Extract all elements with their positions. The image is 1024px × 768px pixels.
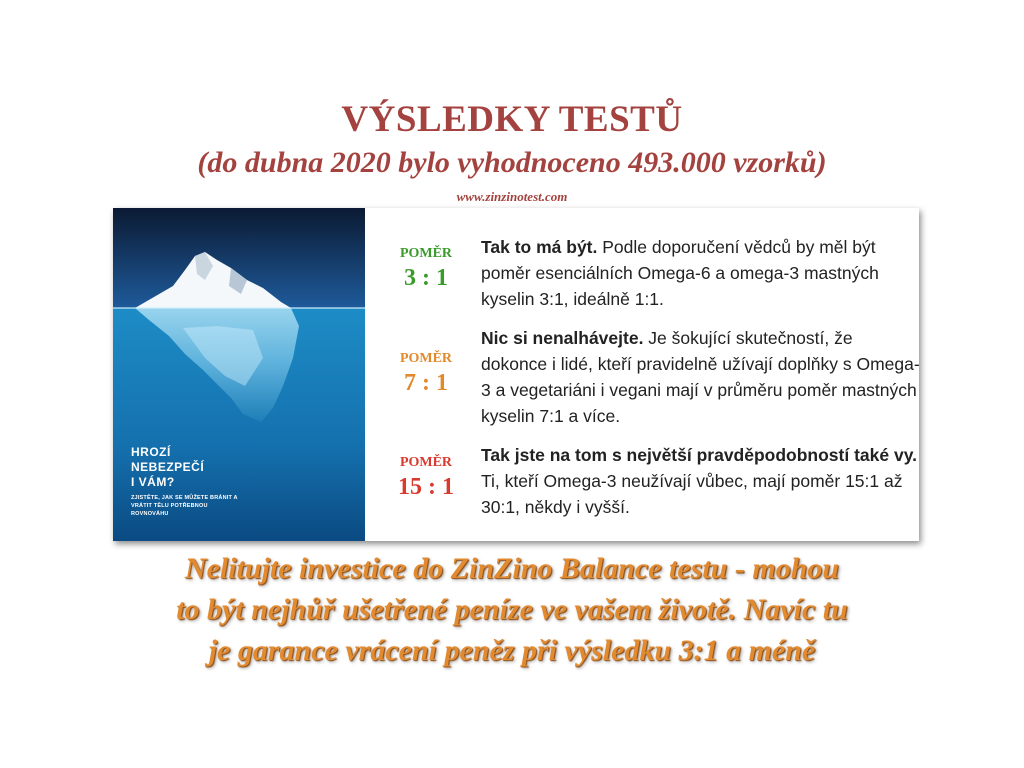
ratio-description-text: Je šokující skutečností, že dokonce i lidé, kteří pravidelně užívají doplňky s Omega-3 a vegetariáni i vegani mají v průměru poměr mastných kyselin 7:1 a více.: [481, 328, 920, 426]
ratio-label: POMĚR: [399, 351, 453, 366]
page-subtitle: (do dubna 2020 bylo vyhodnoceno 493.000 vzorků): [197, 146, 827, 179]
ratio-label: POMĚR: [399, 455, 453, 470]
footer-line: Nelitujte investice do ZinZino Balance testu - mohou: [184, 552, 840, 585]
ratio-description-bold: Tak jste na tom s největší pravděpodobností také vy.: [481, 445, 918, 465]
ratio-description: [481, 234, 921, 312]
ratio-description-text: Podle doporučení vědců by měl být poměr esenciálních Omega-6 a omega-3 mastných kyselin 3:1, ideálně 1:1.: [481, 237, 879, 309]
ratio-15-1: [371, 455, 481, 501]
iceberg-poster: [113, 208, 365, 541]
ratio-description-text: Ti, kteří Omega-3 neužívají vůbec, mají poměr 15:1 až 30:1, někdy i vyšší.: [481, 471, 903, 517]
ratio-value: 7 : 1: [404, 370, 448, 396]
poster-headline: HROZÍ NEBEZPEČÍ I VÁM?: [131, 445, 205, 489]
ratio-description-bold: Nic si nenalhávejte.: [481, 328, 644, 348]
ratio-description: [481, 325, 921, 429]
page-title: VÝSLEDKY TESTŮ: [341, 99, 683, 140]
ratio-description: [481, 442, 921, 520]
footer-line: to být nejhůř ušetřené peníze ve vašem životě. Navíc tu: [176, 593, 848, 626]
ratio-7-1: [371, 351, 481, 397]
ratio-description-bold: Tak to má být.: [481, 237, 598, 257]
ratio-value: 3 : 1: [404, 265, 448, 291]
ratio-label: POMĚR: [399, 246, 453, 261]
footer-message: [0, 548, 1024, 671]
ratio-value: 15 : 1: [398, 474, 454, 500]
results-card: [113, 208, 919, 541]
footer-line: je garance vrácení peněz při výsledku 3:1 a méně: [208, 634, 816, 667]
website-link[interactable]: www.zinzinotest.com: [456, 189, 568, 204]
poster-subline: ZJISTĚTE, JAK SE MŮŽETE BRÁNIT A VRÁTIT TĚLU POTŘEBNOU ROVNOVÁHU: [131, 495, 238, 517]
ratio-3-1: [371, 246, 481, 292]
